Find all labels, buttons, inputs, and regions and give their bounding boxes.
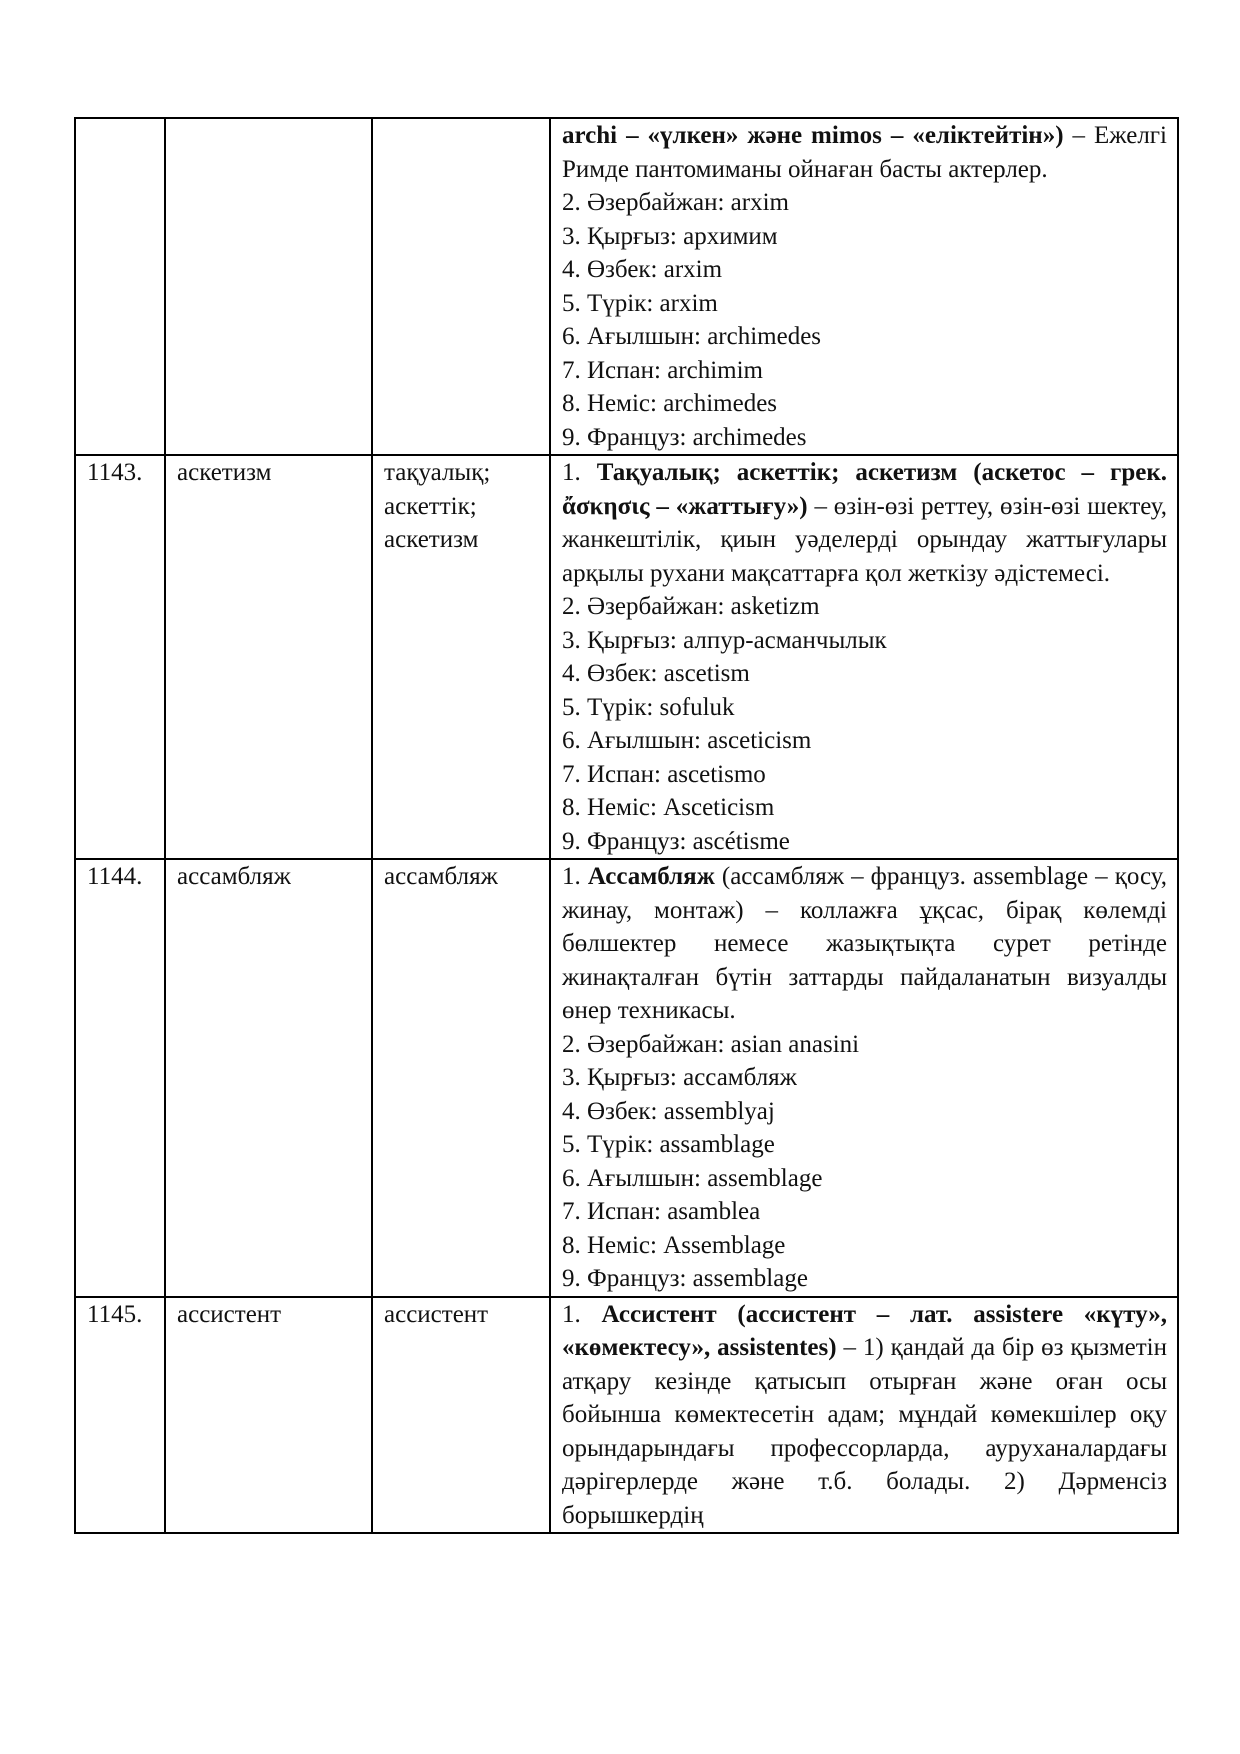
entry-number: [75, 118, 165, 455]
translation-line: 3. Қырғыз: алпур-асманчылык: [562, 626, 887, 654]
translation-line: 2. Әзербайжан: arxim: [562, 189, 789, 216]
entry-definition: [550, 118, 1178, 455]
translation-line: 3. Қырғыз: архимим: [562, 222, 778, 250]
translation-line: 4. Өзбек: arxim: [562, 256, 723, 283]
translation-line: 7. Испан: asamblea: [562, 1198, 761, 1225]
definition-text: (ассамбляж – француз. assemblage – қосу, жинау, монтаж) – коллажға ұқсас, бірақ көлемді бөлшектер немесе жазықтықта сурет ретінде жинақталған бүтін заттарды пайдаланатын визуалды өнер техникасы.: [562, 863, 1167, 1024]
translation-line: 9. Француз: archimedes: [562, 423, 807, 451]
translation-line: 5. Түрік: assamblage: [562, 1131, 775, 1158]
translation-line: 6. Ағылшын: asceticism: [562, 727, 812, 754]
table-row: [75, 118, 1178, 455]
translation-line: 9. Француз: ascétisme: [562, 827, 790, 855]
entry-definition: [550, 859, 1178, 1297]
entry-definition: [550, 1297, 1178, 1534]
definition-main: [562, 456, 1167, 590]
translation-line: 9. Француз: assemblage: [562, 1265, 808, 1292]
definition-text: – өзін-өзі реттеу, өзін-өзі шектеу, жанкештілік, қиын уәделерді орындау жаттығулары арқылы рухани мақсаттарға қол жеткізу әдістемесі.: [562, 492, 1168, 587]
definition-bold: Ассамбляж: [587, 863, 715, 890]
definition-bold: Ассистент (ассистент – лат. assistere «күту», «көмектесу», assistentes): [562, 1300, 1168, 1361]
translation-line: 4. Өзбек: assemblyaj: [562, 1097, 775, 1125]
translation-line: 5. Түрік: sofuluk: [562, 693, 735, 721]
entry-term: [165, 118, 372, 455]
definition-main: [562, 860, 1167, 1028]
entry-kazakh: ассистент: [372, 1297, 550, 1534]
entry-term: ассистент: [165, 1297, 372, 1534]
entry-definition: [550, 455, 1178, 859]
entry-number: 1144.: [75, 859, 165, 1297]
definition-text: – Ежелгі Римде пантомиманы ойнаған басты актерлер.: [562, 122, 1167, 183]
definition-bold: archi – «үлкен» және mimos – «еліктейтін»): [562, 122, 1064, 149]
translation-line: 8. Неміс: Assemblage: [562, 1231, 786, 1259]
translation-line: 2. Әзербайжан: asketizm: [562, 593, 820, 620]
entry-number: 1143.: [75, 455, 165, 859]
table-row: [75, 859, 1178, 1297]
definition-prefix: 1.: [562, 1300, 602, 1328]
entry-kazakh: [372, 118, 550, 455]
translation-line: 7. Испан: archimim: [562, 356, 764, 384]
definition-prefix: 1.: [562, 863, 588, 890]
translation-line: 5. Түрік: arxim: [562, 289, 718, 317]
definition-main: [562, 119, 1167, 186]
entry-number: 1145.: [75, 1297, 165, 1534]
translation-line: 3. Қырғыз: ассамбляж: [562, 1064, 797, 1091]
entry-term: ассамбляж: [165, 859, 372, 1297]
translation-line: 8. Неміс: archimedes: [562, 390, 778, 417]
definition-prefix: 1.: [562, 459, 597, 486]
entry-kazakh: ассамбляж: [372, 859, 550, 1297]
definition-text: – 1) қандай да бір өз қызметін атқару кезінде қатысып отырған және оған осы бойынша көмектесетін адам; мұндай көмекшілер оқу орындарындағы профессорларда, ауруханалардағы дәрігерлерде және т.б. болады. 2) Дәрменсіз борышкердің: [562, 1334, 1167, 1529]
translation-line: 6. Ағылшын: assemblage: [562, 1164, 823, 1192]
translation-line: 6. Ағылшын: archimedes: [562, 323, 822, 350]
table-row: [75, 1297, 1178, 1534]
definition-bold: Тақуалық; аскеттік; аскетизм (аскетос – грек. ἄσκησις – «жаттығу»): [562, 459, 1167, 520]
translation-line: 2. Әзербайжан: asian anasini: [562, 1030, 860, 1058]
translation-line: 4. Өзбек: ascetism: [562, 660, 750, 687]
translation-line: 7. Испан: ascetismo: [562, 760, 766, 788]
entry-kazakh: тақуалық; аскеттік; аскетизм: [372, 455, 550, 859]
table-row: [75, 455, 1178, 859]
definition-main: [562, 1298, 1167, 1533]
translation-line: 8. Неміс: Asceticism: [562, 794, 775, 821]
entry-term: аскетизм: [165, 455, 372, 859]
dictionary-table: [74, 117, 1179, 1534]
